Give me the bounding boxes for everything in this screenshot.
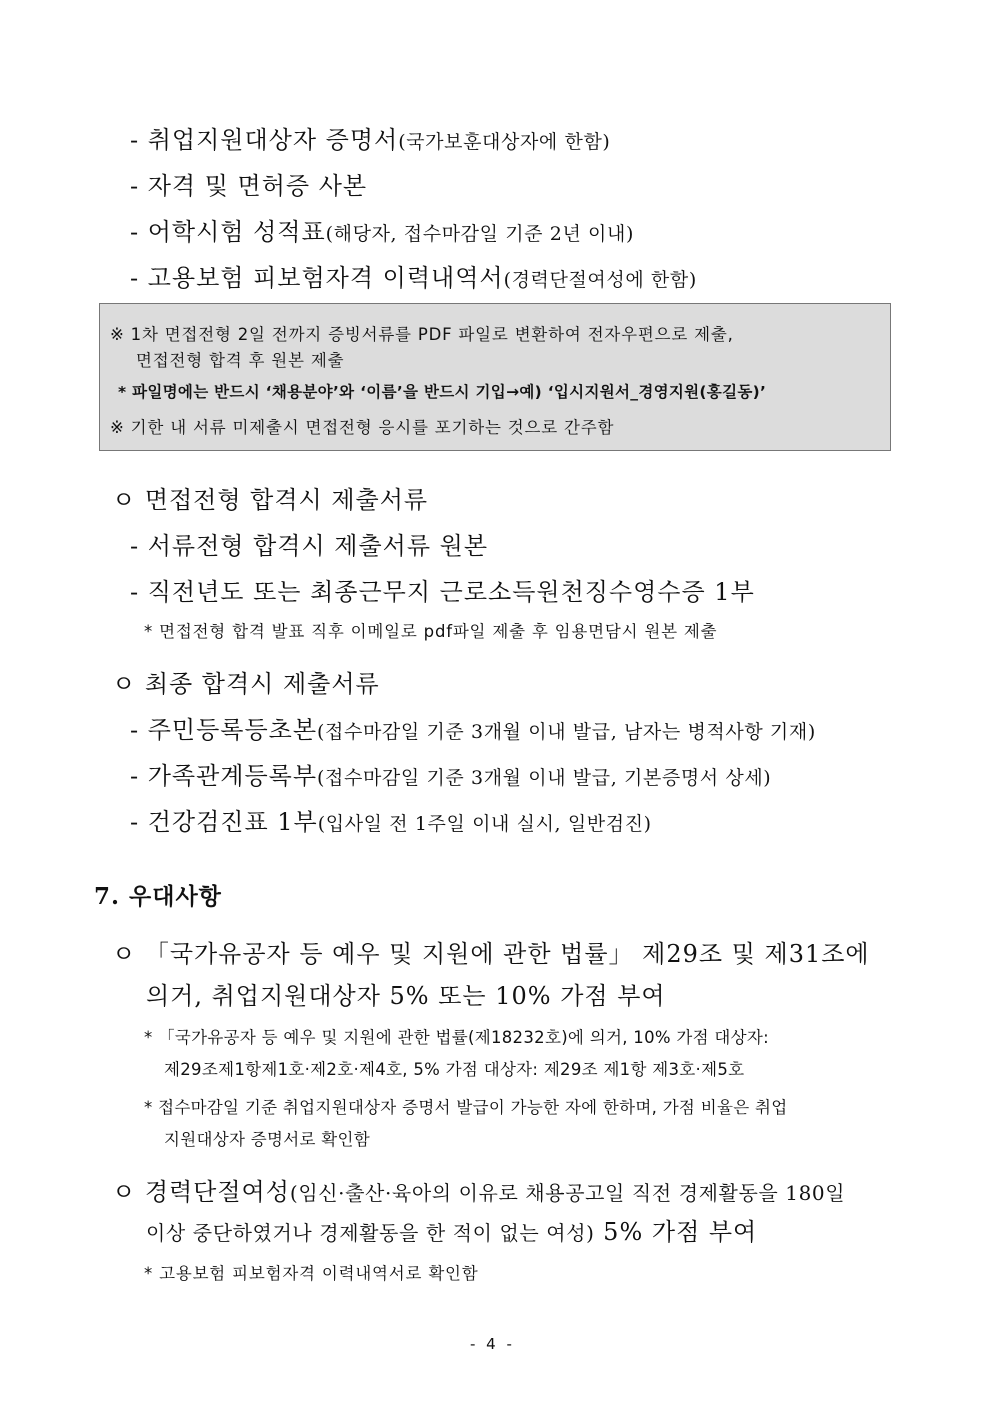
notice-line-1: ※ 1차 면접전형 2일 전까지 증빙서류를 PDF 파일로 변환하여 전자우편으로 제출, bbox=[110, 325, 734, 344]
doc-line-insurance-history bbox=[130, 258, 697, 293]
line-paren: (접수마감일 기준 3개월 이내 발급, 남자는 병적사항 기재) bbox=[317, 721, 816, 743]
preference-veterans-note-1-cont: 제29조제1항제1호·제2호·제4호, 5% 가점 대상자: 제29조 제1항 제3호·제5호 bbox=[164, 1060, 745, 1079]
final-doc-resident-register bbox=[130, 710, 816, 745]
line-paren: 이상 중단하였거나 경제활동을 한 적이 없는 여성) bbox=[146, 1221, 595, 1245]
line-paren: (국가보훈대상자에 한함) bbox=[398, 131, 611, 153]
doc-line-license-copy bbox=[130, 166, 367, 201]
preference-career-break-note: * 고용보험 피보험자격 이력내역서로 확인함 bbox=[144, 1264, 479, 1283]
section-title-preferences: 7. 우대사항 bbox=[94, 883, 222, 910]
line-text: - 건강검진표 1부 bbox=[130, 808, 318, 836]
preference-veterans-note-2-cont: 지원대상자 증명서로 확인함 bbox=[164, 1130, 370, 1149]
doc-line-employment-certificate bbox=[130, 120, 610, 155]
interview-doc-item: - 직전년도 또는 최종근무지 근로소득원천징수영수증 1부 bbox=[130, 578, 755, 606]
preference-veterans-line-2: 의거, 취업지원대상자 5% 또는 10% 가점 부여 bbox=[146, 982, 666, 1010]
preference-veterans-line-1: ㅇ 「국가유공자 등 예우 및 지원에 관한 법률」 제29조 및 제31조에 bbox=[112, 940, 870, 968]
preference-veterans-note-2: * 접수마감일 기준 취업지원대상자 증명서 발급이 가능한 자에 한하며, 가점 비율은 취업 bbox=[144, 1098, 788, 1117]
line-text: - 취업지원대상자 증명서 bbox=[130, 126, 399, 154]
interview-doc-item: - 서류전형 합격시 제출서류 원본 bbox=[130, 532, 489, 560]
final-doc-family-register bbox=[130, 756, 771, 791]
final-doc-health-check bbox=[130, 802, 652, 837]
line-paren: (경력단절여성에 한함) bbox=[503, 269, 697, 291]
line-text: - 주민등록등초본 bbox=[130, 716, 318, 744]
line-text: - 자격 및 면허증 사본 bbox=[130, 172, 368, 200]
line-paren: (임신·출산·육아의 이유로 채용공고일 직전 경제활동을 180일 bbox=[289, 1181, 846, 1205]
line-text: 5% 가점 부여 bbox=[594, 1218, 758, 1246]
interview-docs-heading: ㅇ 면접전형 합격시 제출서류 bbox=[112, 486, 429, 514]
preference-veterans-note-1: * 「국가유공자 등 예우 및 지원에 관한 법률(제18232호)에 의거, 10% 가점 대상자: bbox=[144, 1028, 769, 1047]
line-paren: (접수마감일 기준 3개월 이내 발급, 기본증명서 상세) bbox=[317, 767, 772, 789]
notice-line-1-cont: 면접전형 합격 후 원본 제출 bbox=[136, 351, 345, 370]
preference-career-break-line-2 bbox=[146, 1212, 757, 1247]
line-paren: (해당자, 접수마감일 기준 2년 이내) bbox=[325, 223, 634, 245]
line-text: - 어학시험 성적표 bbox=[130, 218, 326, 246]
line-paren: (입사일 전 1주일 이내 실시, 일반검진) bbox=[317, 813, 652, 835]
notice-line-3: ※ 기한 내 서류 미제출시 면접전형 응시를 포기하는 것으로 간주함 bbox=[110, 418, 615, 437]
page-number: - 4 - bbox=[470, 1335, 515, 1353]
final-docs-heading: ㅇ 최종 합격시 제출서류 bbox=[112, 670, 380, 698]
interview-doc-note: * 면접전형 합격 발표 직후 이메일로 pdf파일 제출 후 임용면담시 원본 제출 bbox=[144, 622, 718, 641]
line-text: - 고용보험 피보험자격 이력내역서 bbox=[130, 264, 504, 292]
line-text: - 가족관계등록부 bbox=[130, 762, 318, 790]
notice-filename-rule: * 파일명에는 반드시 ‘채용분야’와 ‘이름’을 반드시 기입→예) ‘입시지원서_경영지원(홍길동)’ bbox=[118, 383, 767, 401]
preference-career-break-line-1 bbox=[112, 1172, 845, 1207]
line-text: ㅇ 경력단절여성 bbox=[112, 1178, 290, 1206]
doc-line-language-score bbox=[130, 212, 634, 247]
